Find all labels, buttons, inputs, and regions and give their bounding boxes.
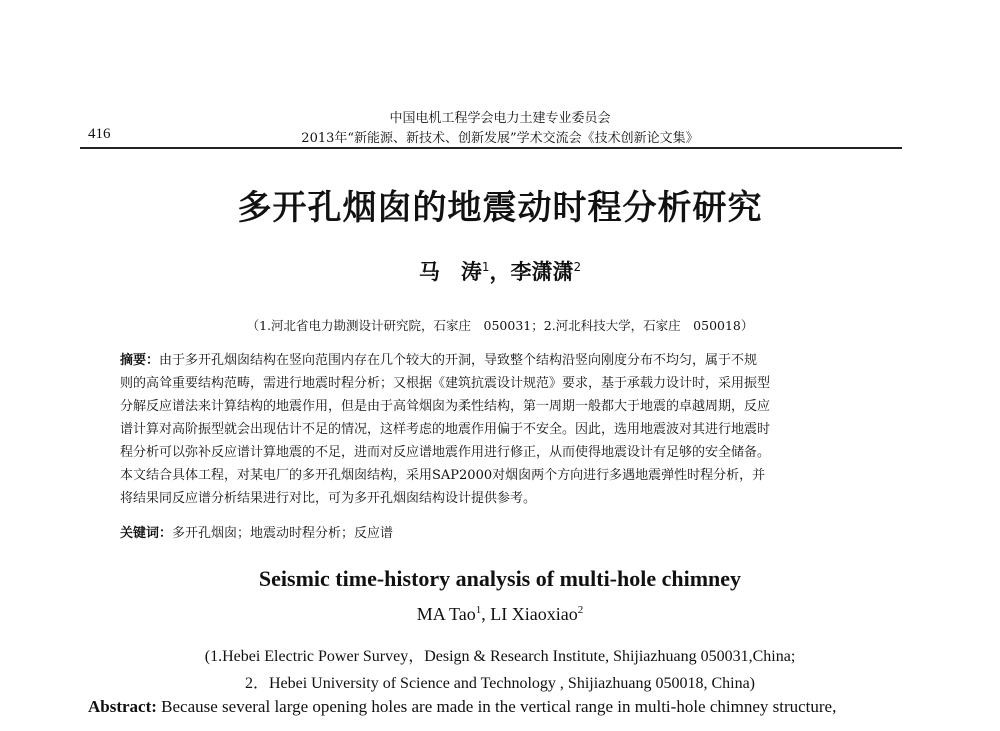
abstract-cn-line: 谱计算对高阶振型就会出现估计不足的情况，这样考虑的地震作用偏于不安全。因此，选用地震波对其进行地震时 — [120, 422, 771, 437]
header-proceedings: 2013年“新能源、新技术、创新发展”学术交流会《技术创新论文集》 — [301, 131, 699, 146]
author1-cn-sup: 1 — [481, 260, 490, 274]
abstract-cn-line: 分解反应谱法来计算结构的地震作用，但是由于高耸烟囱为柔性结构，第一周期一般都大于地震的卓越周期，反应 — [120, 399, 771, 414]
abstract-cn-line: 则的高耸重要结构范畴，需进行地震时程分析；又根据《建筑抗震设计规范》要求，基于承载力设计时，采用振型 — [120, 376, 771, 391]
author-separator-cn: ， — [489, 260, 511, 284]
keywords-cn-text: 多开孔烟囱；地震动时程分析；反应谱 — [172, 526, 394, 541]
author1-cn: 马 涛 — [418, 260, 482, 284]
abstract-cn-line: 程分析可以弥补反应谱计算地震的不足，进而对反应谱地震作用进行修正，从而使得地震设计有足够的安全储备。 — [120, 445, 771, 460]
header-committee: 中国电机工程学会电力土建专业委员会 — [389, 111, 611, 126]
page-number: 416 — [88, 126, 111, 142]
keywords-cn-label: 关键词： — [120, 526, 173, 541]
author1-en: MA Tao — [416, 604, 476, 624]
abstract-en-label: Abstract: — [88, 697, 157, 716]
abstract-cn-text: 由于多开孔烟囱结构在竖向范围内存在几个较大的开洞，导致整个结构沿竖向刚度分布不均匀，属于不规 — [159, 353, 758, 368]
author2-en: LI Xiaoxiao — [490, 604, 578, 624]
affiliation-cn: （1.河北省电力勘测设计研究院，石家庄 050031；2.河北科技大学，石家庄 050018） — [246, 318, 754, 333]
author2-en-sup: 2 — [577, 604, 584, 616]
paper-title-en: Seismic time-history analysis of multi-hole chimney — [258, 566, 742, 591]
author1-en-sup: 1 — [475, 604, 482, 616]
abstract-cn-line: 将结果同反应谱分析结果进行对比，可为多开孔烟囱结构设计提供参考。 — [120, 491, 537, 506]
abstract-cn — [120, 349, 880, 510]
abstract-cn-line: 本文结合具体工程，对某电厂的多开孔烟囱结构，采用SAP2000对烟囱两个方向进行多遇地震弹性时程分析，并 — [120, 468, 766, 483]
authors-cn — [0, 256, 1000, 286]
paper-title-cn: 多开孔烟囱的地震动时程分析研究 — [237, 188, 763, 228]
authors-en — [0, 604, 1000, 625]
affiliation-en-1: (1.Hebei Electric Power Survey，Design & Research Institute, Shijiazhuang 050031,China; — [204, 648, 796, 665]
affiliation-en-2: 2．Hebei University of Science and Technology , Shijiazhuang 050018, China) — [244, 675, 756, 692]
author-separator-en: , — [481, 604, 491, 624]
author2-cn-sup: 2 — [573, 260, 582, 274]
abstract-cn-line — [120, 349, 880, 372]
abstract-en-text: Because several large opening holes are made in the vertical range in multi-hole chimney structure, — [161, 697, 837, 716]
abstract-cn-label: 摘要： — [120, 353, 160, 368]
abstract-en — [88, 697, 836, 717]
author2-cn: 李潇潇 — [510, 260, 574, 284]
keywords-cn — [120, 522, 393, 541]
header-rule — [80, 147, 902, 149]
